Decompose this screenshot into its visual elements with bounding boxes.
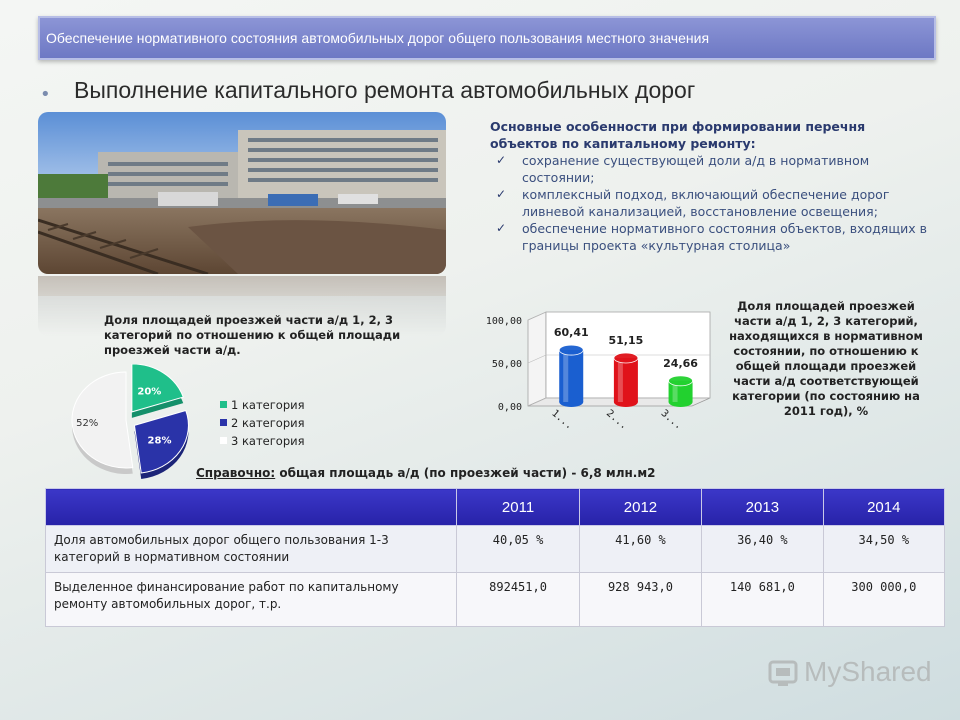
pie-caption-part: категорий по отношению к общей площади проезжей части а/д.	[104, 328, 401, 357]
pie-caption-part: ,	[376, 313, 385, 327]
legend-swatch	[220, 401, 227, 408]
bar	[614, 353, 638, 407]
x-tick-label: 3...	[658, 407, 685, 432]
header-title: Обеспечение нормативного состояния автомобильных дорог общего пользования местного значения	[46, 30, 710, 46]
table-header-row	[46, 489, 945, 526]
data-table	[45, 488, 945, 627]
y-tick-label: 100,00	[485, 316, 522, 327]
row-label: Выделенное финансирование работ по капитальному ремонту автомобильных дорог, т.р.	[46, 573, 457, 627]
checkmark-icon: ✓	[496, 221, 507, 235]
table-header-cell	[46, 489, 457, 526]
legend-swatch	[220, 437, 227, 444]
bar-chart-caption: Доля площадей проезжей части а/д 1, 2, 3 категорий, находящихся в нормативном состоянии, по отношению к общей площади проезжей части а/д соответствующей категории (по состоянию на 2011 год), %	[729, 299, 923, 418]
myshared-logo-text: MyShared	[804, 656, 932, 687]
x-tick-label: 1...	[549, 407, 575, 432]
reference-note	[196, 466, 656, 480]
pie-caption-part: 1	[352, 313, 361, 327]
table-row	[46, 573, 945, 627]
table-header-cell: 2011	[457, 489, 579, 526]
table-cell: 140 681,0	[702, 573, 823, 627]
y-tick-label: 0,00	[497, 402, 522, 413]
features-list	[490, 152, 930, 254]
bar-chart	[466, 306, 720, 440]
bar	[559, 345, 583, 407]
legend-item	[220, 432, 305, 450]
legend-label: 1 категория	[231, 398, 305, 412]
y-tick-label: 50,00	[491, 359, 522, 370]
checkmark-icon: ✓	[496, 153, 507, 167]
table-header-cell: 2014	[823, 489, 944, 526]
pie-caption-part: 3	[384, 313, 393, 327]
road-works-photo	[38, 112, 446, 274]
slide-title: Выполнение капитального ремонта автомобильных дорог	[74, 77, 696, 103]
table-cell: 300 000,0	[823, 573, 944, 627]
list-item	[490, 186, 930, 220]
header-banner	[38, 16, 936, 60]
legend-item	[220, 414, 305, 432]
list-item-text: сохранение существующей доли а/д в нормативном состоянии;	[522, 153, 870, 185]
title-bullet: •	[40, 84, 51, 105]
bar-value-label: 60,41	[553, 326, 589, 340]
legend-label: 3 категория	[231, 434, 305, 448]
x-tick-label: 2...	[603, 407, 630, 432]
list-item-text: комплексный подход, включающий обеспечение дорог ливневой канализацией, восстановление освещения;	[522, 187, 890, 219]
table-cell: 928 943,0	[579, 573, 701, 627]
table-row	[46, 526, 945, 573]
pie-chart	[60, 364, 200, 488]
checkmark-icon: ✓	[496, 187, 507, 201]
list-item-text: обеспечение нормативного состояния объектов, входящих в границы проекта «культурная столица»	[522, 221, 927, 253]
bar-value-label: 24,66	[663, 356, 698, 370]
list-item	[490, 152, 930, 186]
row-label: Доля автомобильных дорог общего пользования 1-3 категорий в нормативном состоянии	[46, 526, 457, 573]
reference-text: общая площадь а/д (по проезжей части) - 6,8 млн.м2	[275, 466, 656, 480]
bar-value-label: 51,15	[608, 334, 644, 348]
legend-item	[220, 396, 305, 414]
legend-swatch	[220, 419, 227, 426]
list-item	[490, 220, 930, 254]
pie-caption-part: ,	[360, 313, 369, 327]
table-header-cell: 2012	[579, 489, 701, 526]
pie-chart-caption	[104, 313, 404, 358]
table-cell: 40,05 %	[457, 526, 579, 573]
pie-data-label: 20%	[137, 386, 162, 398]
pie-legend	[220, 396, 305, 450]
bar	[669, 376, 693, 407]
pie-data-label: 28%	[147, 435, 172, 447]
pie-caption-part: Доля площадей проезжей части а/д	[104, 313, 353, 327]
pie-data-label: 52%	[76, 418, 99, 430]
table-cell: 36,40 %	[702, 526, 823, 573]
reference-label: Справочно:	[196, 466, 276, 480]
table-cell: 34,50 %	[823, 526, 944, 573]
legend-label: 2 категория	[231, 416, 305, 430]
table-cell: 41,60 %	[579, 526, 701, 573]
pie-caption-part: 2	[368, 313, 377, 327]
table-cell: 892451,0	[457, 573, 579, 627]
myshared-logo-icon	[768, 658, 800, 688]
features-block	[490, 118, 930, 254]
features-heading: Основные особенности при формировании перечня объектов по капитальному ремонту:	[490, 119, 866, 151]
table-header-cell: 2013	[702, 489, 823, 526]
